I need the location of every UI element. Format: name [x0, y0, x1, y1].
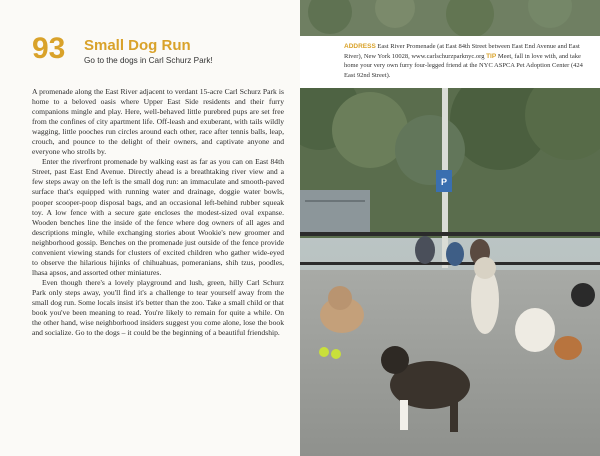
body-text — [32, 87, 284, 338]
tennis-ball — [319, 347, 329, 357]
address-text: East River Promenade (at East 84th Street between East End Avenue and East River), New York 10028, www.carlschurzparknyc.org — [344, 43, 580, 60]
dog-fluffy-white — [515, 308, 555, 352]
dog-brown-small — [554, 336, 582, 360]
parking-sign-letter: P — [440, 177, 448, 187]
top-foliage — [300, 0, 600, 38]
entry-number: 93 — [32, 32, 66, 65]
address-label: ADDRESS — [344, 43, 376, 50]
body-paragraph: A promenade along the East River adjacent to verdant 15-acre Carl Schurz Park is home to a beloved oasis where Upper East Side residents and their furry companions mingle and play. Here, well-behaved little purebred pups are set free from the confines of city apartment life. Off-leash and exuberant, with tails wildly wagging, little pooches run circles around each other, race after tennis balls, leap, crouch, and pounce to the delight of their owners, and captivate anyone and everyone who strolls by. — [32, 87, 284, 157]
info-text — [344, 42, 588, 80]
tip-text: Meet, fall in love with, and take home your very own furry four-legged friend at the NYC ASPCA Pet Adoption Center (424 East 92nd Street). — [344, 52, 583, 79]
dog-black-small — [571, 283, 595, 307]
tip-label: TIP — [486, 52, 497, 60]
trees — [300, 70, 600, 238]
body-paragraph: Enter the riverfront promenade by walking east as far as you can on East 84th Street, past East End Avenue. Directly ahead is a breathtaking river view and a few steps away on the left is the small dog run: an immaculate and smooth-paved surface that's equipped with running water and drainage, doggie water bowls, pooper scooper-poop disposal bags, and an occasional left-behind rubber squeak toy. A low fence with a secure gate encloses the modest-sized oval expanse. Wooden benches line the inside of the fence where dog owners of all ages and descriptions mingle, while exchanging stories about Wookie's new groomer and neighborhood gossip. Benches on the promenade just outside of the fence provide convenient viewing stands for clusters of excited children who gather wide-eyed to observe the hilarious hijinks of chihuahuas, pomeranians, shih tzus, poodles, lhasa apsos, and assorted other miniatures. — [32, 157, 284, 277]
right-page — [300, 0, 600, 456]
entry-title: Small Dog Run — [84, 37, 191, 54]
body-paragraph: Even though there's a lovely playground and lush, green, hilly Carl Schurz Park only steps away, you'll find it's a challenge to tear yourself away from the small dog run. Some locals insist it's better than the zoo. Take a small child or that book you've been meaning to read. You're likely to remain for quite a while. On the other hand, wise neighborhood insiders suggest you come alone, lose the book and socialize. Go to the dogs – it could be the beginning of a beautiful friendship. — [32, 277, 284, 338]
dog-white-standing — [471, 257, 499, 334]
tennis-ball — [331, 349, 341, 359]
info-box — [300, 36, 600, 88]
entry-subtitle: Go to the dogs in Carl Schurz Park! — [84, 56, 213, 65]
